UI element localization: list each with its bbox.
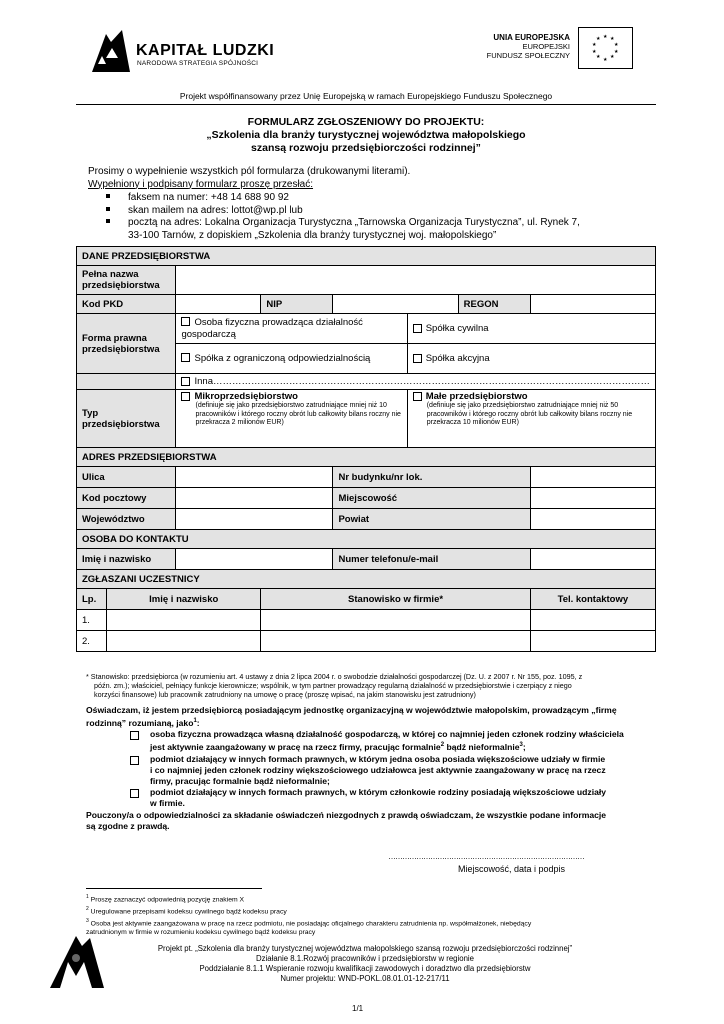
footnote-3-cont: zatrudnionym w firmie w rozumieniu kodeksu cywilnego bądź kodeksu pracy bbox=[86, 928, 316, 936]
position-footnote-b: późn. zm.); właściciel, pełniący funkcje kierownicze; wspólnik, w tym partner prowadzący regularną działalność w przedsiębiorstwie i czerpiący z niego bbox=[94, 681, 572, 690]
svg-text:★: ★ bbox=[603, 34, 608, 40]
logo-title: KAPITAŁ LUDZKI bbox=[136, 42, 275, 59]
declaration-p1b: rodzinną” rozumianą, jako bbox=[86, 718, 194, 729]
option3-line-b: w firmie. bbox=[150, 798, 185, 809]
lf-option-sole-label: Osoba fizyczna prowadząca działalność gospodarczą bbox=[181, 316, 363, 340]
legal-form-label-cont bbox=[77, 374, 176, 390]
logo-subtitle: NARODOWA STRATEGIA SPÓJNOŚCI bbox=[137, 60, 259, 67]
checkbox-icon[interactable] bbox=[130, 731, 139, 740]
footnote-2-text: Uregulowane przepisami kodeksu cywilnego bądź kodeksu pracy bbox=[90, 908, 287, 916]
col-phone: Tel. kontaktowy bbox=[530, 589, 655, 610]
project-info-l3: Poddziałanie 8.1.1 Wspieranie rozwoju kwalifikacji zawodowych i doradztwo dla przedsiębiorstw bbox=[199, 964, 531, 973]
declaration bbox=[86, 705, 646, 832]
col-lp: Lp. bbox=[77, 589, 107, 610]
eu-line1: UNIA EUROPEJSKA bbox=[493, 33, 570, 42]
option1-c: bądź nieformalnie bbox=[444, 742, 520, 753]
lf-option-civil[interactable] bbox=[407, 314, 655, 344]
postal-label: Kod pocztowy bbox=[77, 488, 176, 509]
full-name-label: Pełna nazwa przedsiębiorstwa bbox=[77, 266, 176, 295]
bullet-post: pocztą na adres: Lokalna Organizacja Turystyczna „Tarnowska Organizacja Turystyczna”, ul. Rynek 7, bbox=[128, 217, 580, 228]
street-label: Ulica bbox=[77, 467, 176, 488]
page-number: 1/1 bbox=[352, 1004, 364, 1013]
signature-dots[interactable]: ………………………………………………………………………… bbox=[388, 852, 584, 861]
footnote-1: $^1$ Proszę zaznaczyć odpowiednią pozycję znakiem X bbox=[86, 894, 245, 904]
building-label: Nr budynku/nr lok. bbox=[333, 467, 530, 488]
bullet-list bbox=[104, 192, 650, 242]
declaration-option-1[interactable] bbox=[86, 729, 646, 753]
county-field[interactable] bbox=[530, 509, 655, 530]
svg-text:★: ★ bbox=[614, 42, 619, 48]
eu-flag bbox=[578, 27, 633, 69]
application-form-table bbox=[76, 246, 656, 652]
header-divider bbox=[76, 104, 656, 105]
checkbox-icon[interactable] bbox=[181, 392, 190, 401]
option2-line-b: i co najmniej jeden członek rodziny większościowego udziałowca jest aktywnie zaangażowany w pracę na rzecz bbox=[150, 764, 606, 775]
eu-line3: FUNDUSZ SPOŁECZNY bbox=[486, 51, 570, 60]
option1-line-a: osoba fizyczna prowadząca własną działalność gospodarczą, w której co najmniej jeden członek rodziny właściciela bbox=[150, 729, 624, 740]
title-line2: „Szkolenia dla branży turystycznej województwa małopolskiego bbox=[206, 129, 526, 141]
bullet-fax: faksem na numer: +48 14 688 90 92 bbox=[128, 192, 289, 203]
checkbox-icon[interactable] bbox=[413, 354, 422, 363]
participant-phone-field[interactable] bbox=[530, 631, 655, 652]
form-title bbox=[76, 116, 656, 155]
regon-field[interactable] bbox=[530, 295, 655, 314]
eu-text bbox=[470, 33, 570, 60]
footnote-3-text: Osoba jest aktywnie zaangażowana w pracę na rzecz podmiotu, nie posiadając oficjalnego charakteru zatrudnienia np. współmałżonek, niebędący bbox=[90, 919, 532, 927]
project-info-l2: Działanie 8.1.Rozwój pracowników i przedsiębiorstw w regionie bbox=[256, 954, 474, 963]
row-number: 2. bbox=[77, 631, 107, 652]
title-line3: szansą rozwoju przedsiębiorczości rodzinnej” bbox=[251, 142, 481, 154]
participant-phone-field[interactable] bbox=[530, 610, 655, 631]
footnote-1-text: Proszę zaznaczyć odpowiednią pozycję znakiem X bbox=[90, 896, 245, 904]
voivodeship-label: Województwo bbox=[77, 509, 176, 530]
lf-option-civil-label: Spółka cywilna bbox=[425, 323, 489, 334]
signature-label: Miejscowość, data i podpis bbox=[458, 864, 566, 874]
checkbox-icon[interactable] bbox=[130, 789, 139, 798]
bullet-item bbox=[104, 205, 650, 218]
footnote-divider bbox=[86, 888, 262, 889]
nip-label: NIP bbox=[261, 295, 333, 314]
checkbox-icon[interactable] bbox=[413, 392, 422, 401]
declaration-p1a: Oświadczam, iż jestem przedsiębiorcą posiadającym jednostkę organizacyjną w województwie małopolskim, prowadzącym „firmę bbox=[86, 705, 617, 715]
section-company: DANE PRZEDSIĘBIORSTWA bbox=[77, 247, 656, 266]
type-small-desc: (definiuje się jako przedsiębiorstwo zatrudniające mniej niż 50 pracowników i którego roczny obrót lub całkowity bilans roczny nie przekracza 10 milionów EUR) bbox=[426, 402, 633, 426]
lf-option-other-label: Inna………………………………………………………………………………………………………………………… bbox=[194, 376, 650, 387]
type-micro[interactable] bbox=[176, 390, 407, 448]
bullet-item bbox=[104, 217, 650, 230]
section-address: ADRES PRZEDSIĘBIORSTWA bbox=[77, 448, 656, 467]
pkd-label: Kod PKD bbox=[77, 295, 176, 314]
sup-3: 3 bbox=[519, 742, 523, 749]
svg-text:★: ★ bbox=[596, 36, 601, 42]
table-row bbox=[77, 631, 656, 652]
declaration-option-3[interactable] bbox=[86, 787, 646, 809]
company-type-label: Typ przedsiębiorstwa bbox=[77, 390, 176, 448]
checkbox-icon[interactable] bbox=[130, 756, 139, 765]
project-info bbox=[110, 944, 620, 984]
intro-text bbox=[88, 166, 648, 191]
lf-option-llc-label: Spółka z ograniczoną odpowiedzialnością bbox=[194, 352, 371, 364]
street-field[interactable] bbox=[176, 467, 333, 488]
participant-position-field[interactable] bbox=[261, 610, 530, 631]
bullet-square-icon bbox=[106, 207, 110, 211]
project-logo bbox=[46, 932, 108, 992]
col-position: Stanowisko w firmie* bbox=[261, 589, 530, 610]
lf-option-jsc-label: Spółka akcyjna bbox=[425, 353, 490, 364]
checkbox-icon[interactable] bbox=[181, 353, 190, 362]
footnote-2: $^2$ Uregulowane przepisami kodeksu cywilnego bądź kodeksu pracy bbox=[86, 905, 287, 916]
title-line1: FORMULARZ ZGŁOSZENIOWY DO PROJEKTU: bbox=[247, 116, 485, 128]
regon-label: REGON bbox=[458, 295, 530, 314]
contact-name-field[interactable] bbox=[176, 549, 333, 570]
participant-name-field[interactable] bbox=[107, 610, 261, 631]
city-label: Miejscowość bbox=[333, 488, 530, 509]
contact-name-label: Imię i nazwisko bbox=[77, 549, 176, 570]
postal-field[interactable] bbox=[176, 488, 333, 509]
lf-option-other[interactable] bbox=[176, 374, 656, 390]
svg-text:★: ★ bbox=[596, 54, 601, 60]
pkd-field[interactable] bbox=[176, 295, 261, 314]
bullet-item bbox=[104, 192, 650, 205]
nip-field[interactable] bbox=[333, 295, 458, 314]
row-number: 1. bbox=[77, 610, 107, 631]
bullet-email: skan mailem na adres: lottot@wp.pl lub bbox=[128, 204, 303, 216]
checkbox-icon[interactable] bbox=[181, 377, 190, 386]
table-row bbox=[77, 610, 656, 631]
declaration-p2b: są zgodne z prawdą. bbox=[86, 820, 170, 831]
voivodeship-field[interactable] bbox=[176, 509, 333, 530]
bullet-square-icon bbox=[106, 219, 110, 223]
svg-text:★: ★ bbox=[592, 42, 597, 48]
declaration-option-2[interactable] bbox=[86, 754, 646, 788]
participant-position-field[interactable] bbox=[261, 631, 530, 652]
option1-line-b: jest aktywnie zaangażowany w pracę na rzecz firmy, pracując formalnie$^2$ bądź nieformalnie$^3$; bbox=[150, 742, 526, 753]
contact-phone-label: Numer telefonu/e-mail bbox=[333, 549, 530, 570]
bullet-square-icon bbox=[106, 194, 110, 198]
col-name: Imię i nazwisko bbox=[107, 589, 261, 610]
county-label: Powiat bbox=[333, 509, 530, 530]
sup-2: 2 bbox=[440, 742, 445, 749]
type-micro-label: Mikroprzedsiębiorstwo bbox=[194, 391, 298, 402]
sup-1: 1 bbox=[193, 718, 197, 725]
option3-line-a: podmiot działający w innych formach prawnych, w którym członkowie rodziny posiadają większościowe udziały bbox=[150, 787, 607, 798]
project-info-l4: Numer projektu: WND-POKL.08.01.01-12-217/11 bbox=[280, 974, 450, 983]
full-name-field[interactable] bbox=[176, 266, 656, 295]
checkbox-icon[interactable] bbox=[181, 317, 190, 326]
intro-line1: Prosimy o wypełnienie wszystkich pól formularza (drukowanymi literami). bbox=[88, 166, 411, 177]
position-footnote-c: korzyści finansowe) lub pracownik zatrudniony na umowę o pracę (proszę wpisać, na jakim stanowisku jest zatrudniony) bbox=[94, 690, 476, 699]
svg-text:★: ★ bbox=[610, 54, 615, 60]
footnote-3: $^3$ Osoba jest aktywnie zaangażowana w pracę na rzecz podmiotu, nie posiadając oficjalnego charakteru zatrudnienia np. współmałżonek, niebędący bbox=[86, 917, 532, 927]
project-info-l1: Projekt pt. „Szkolenia dla branży turystycznej województwa małopolskiego szansą rozwoju przedsiębiorczości rodzinnej” bbox=[157, 944, 573, 953]
building-field[interactable] bbox=[530, 467, 655, 488]
cofinanced-line: Projekt współfinansowany przez Unię Europejską w ramach Europejskiego Funduszu Społecznego bbox=[179, 91, 553, 101]
legal-form-label: Forma prawna przedsiębiorstwa bbox=[77, 314, 176, 374]
svg-text:★: ★ bbox=[592, 49, 597, 55]
eu-line2: EUROPEJSKI bbox=[522, 42, 570, 51]
type-micro-desc: (definiuje się jako przedsiębiorstwo zatrudniające mniej niż 10 pracowników i którego roczny obrót lub całkowity bilans roczny nie przekracza 2 milionów EUR) bbox=[195, 402, 401, 426]
checkbox-icon[interactable] bbox=[413, 324, 422, 333]
svg-text:★: ★ bbox=[614, 49, 619, 55]
lf-option-jsc[interactable] bbox=[407, 344, 655, 374]
lf-option-sole[interactable] bbox=[176, 314, 407, 344]
footnotes bbox=[86, 893, 646, 937]
kapital-ludzki-logo bbox=[88, 28, 134, 76]
section-participants: ZGŁASZANI UCZESTNICY bbox=[77, 570, 656, 589]
option2-line-c: firmy, pracując formalnie bądź nieformalnie; bbox=[150, 775, 330, 786]
declaration-p2a: Pouczony/a o odpowiedzialności za składanie oświadczeń niezgodnych z prawdą oświadczam, że wszystkie podane informacje bbox=[86, 809, 607, 820]
position-footnote bbox=[86, 672, 656, 699]
city-field[interactable] bbox=[530, 488, 655, 509]
svg-text:★: ★ bbox=[610, 36, 615, 42]
intro-line2: Wypełniony i podpisany formularz proszę przesłać: bbox=[88, 178, 314, 190]
declaration-p1b-line: rodzinną” rozumianą, jako$^1$: bbox=[86, 718, 200, 729]
type-small[interactable] bbox=[407, 390, 655, 448]
position-footnote-a: * Stanowisko: przedsiębiorca (w rozumieniu art. 4 ustawy z dnia 2 lipca 2004 r. o swobodzie działalności gospodarczej (Dz. U. z 2007 r. Nr 155, poz. 1095, z bbox=[86, 672, 583, 681]
svg-text:★: ★ bbox=[603, 57, 608, 63]
type-small-label: Małe przedsiębiorstwo bbox=[425, 391, 528, 402]
bullet-post-cont: 33-100 Tarnów, z dopiskiem „Szkolenia dla branży turystycznej woj. małopolskiego” bbox=[128, 229, 497, 241]
option1-b: jest aktywnie zaangażowany w pracę na rzecz firmy, pracując formalnie bbox=[150, 742, 441, 753]
contact-phone-field[interactable] bbox=[530, 549, 655, 570]
participant-name-field[interactable] bbox=[107, 631, 261, 652]
section-contact: OSOBA DO KONTAKTU bbox=[77, 530, 656, 549]
option2-line-a: podmiot działający w innych formach prawnych, w którym jedna osoba posiada większościowe udziały w firmie bbox=[150, 753, 606, 764]
lf-option-llc[interactable] bbox=[176, 344, 407, 374]
